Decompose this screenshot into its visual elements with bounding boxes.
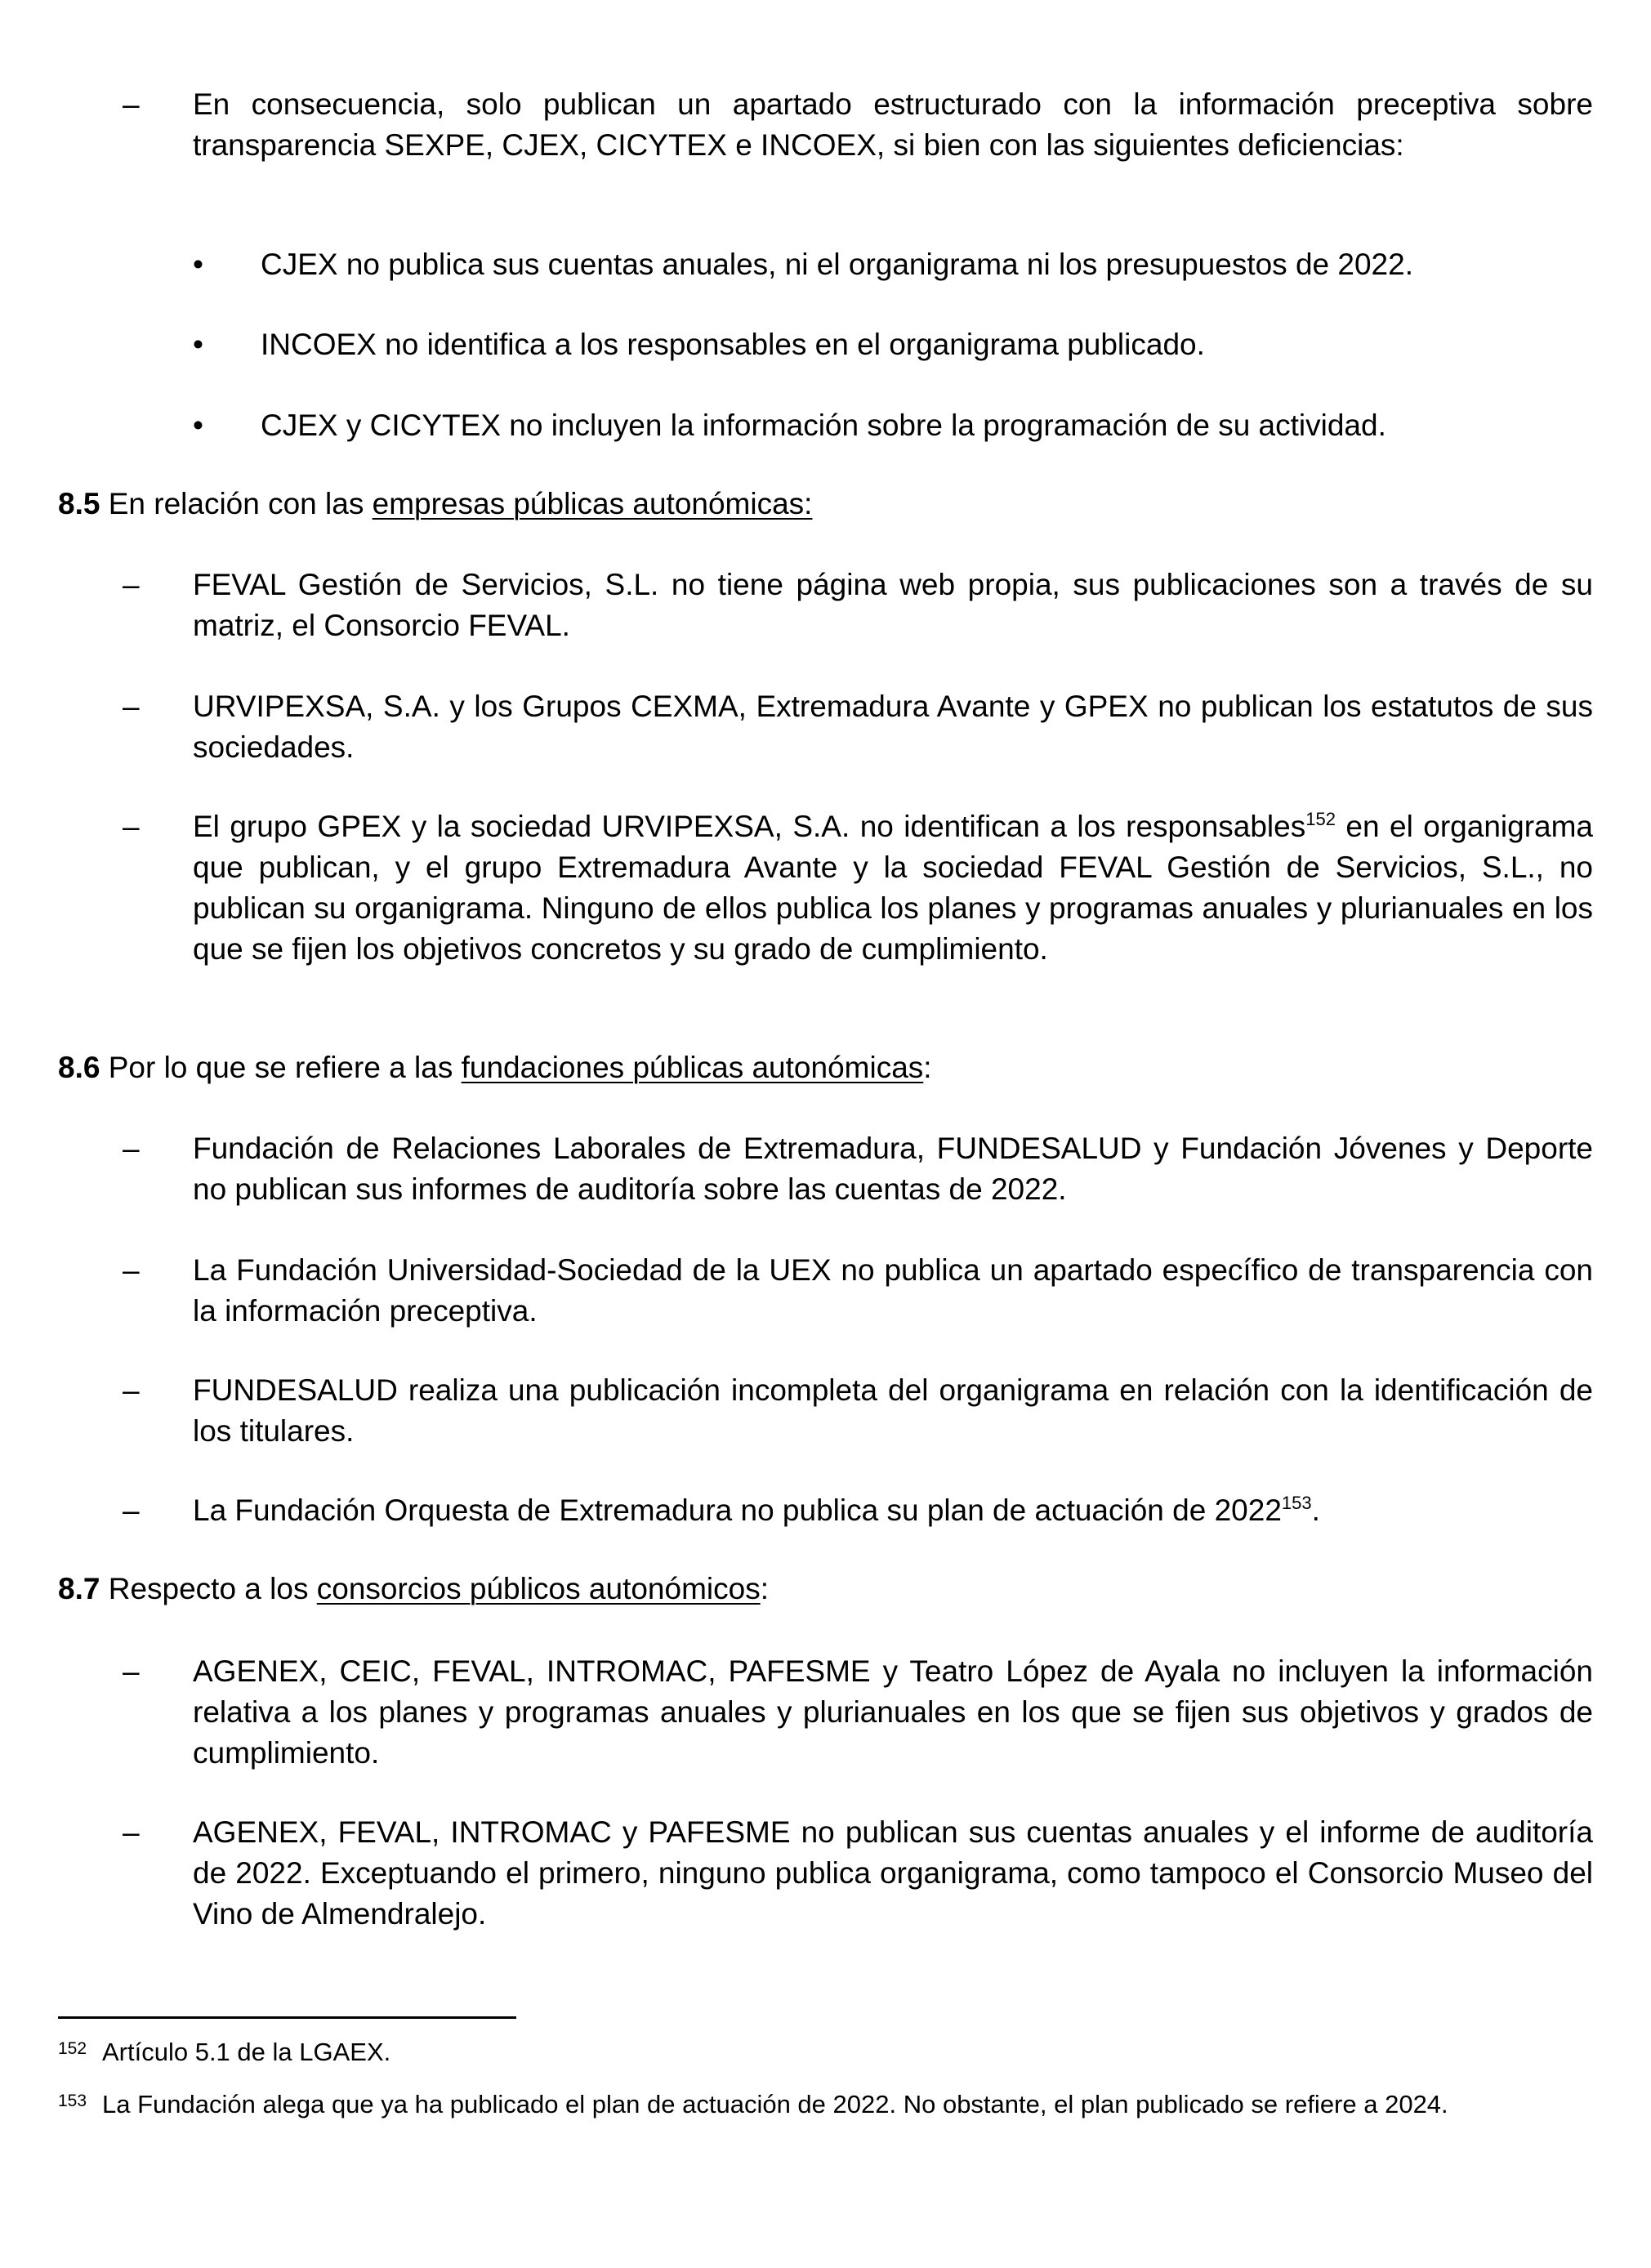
- section-heading-8-5: 8.5 En relación con las empresas públicas autonómicas:: [58, 487, 813, 520]
- footnote-153: 153 La Fundación alega que ya ha publicado el plan de actuación de 2022. No obstante, el plan publicado se refiere a 2024.: [58, 2090, 1448, 2118]
- footnote-separator: [58, 2016, 516, 2019]
- dash-marker: –: [123, 690, 140, 723]
- section-heading-8-6: 8.6 Por lo que se refiere a las fundaciones públicas autonómicas:: [58, 1051, 932, 1084]
- dash-marker: –: [123, 810, 140, 843]
- footnote-152: 152 Artículo 5.1 de la LGAEX.: [58, 2038, 391, 2066]
- bullet-item: • CJEX y CICYTEX no incluyen la información sobre la programación de su actividad.: [193, 405, 1593, 446]
- list-item: – AGENEX, CEIC, FEVAL, INTROMAC, PAFESME y Teatro López de Ayala no incluyen la información relativa a los planes y programas anuales y plurianuales en los que se fijen sus objetivos y grados de cumplimiento.: [123, 1651, 1593, 1774]
- list-item: – Fundación de Relaciones Laborales de Extremadura, FUNDESALUD y Fundación Jóvenes y Deporte no publican sus informes de auditoría sobre las cuentas de 2022.: [123, 1128, 1593, 1210]
- dash-marker: –: [123, 1493, 140, 1527]
- list-item: – AGENEX, FEVAL, INTROMAC y PAFESME no publican sus cuentas anuales y el informe de auditoría de 2022. Exceptuando el primero, ninguno publica organigrama, como tampoco el Consorcio Museo del Vino de Almendralejo.: [123, 1812, 1593, 1935]
- bullet-item: • CJEX no publica sus cuentas anuales, ni el organigrama ni los presupuestos de 2022.: [193, 244, 1593, 285]
- dash-marker: –: [123, 1654, 140, 1688]
- dash-marker: –: [123, 1373, 140, 1407]
- bullet-item: • INCOEX no identifica a los responsables en el organigrama publicado.: [193, 324, 1593, 365]
- list-item: – FEVAL Gestión de Servicios, S.L. no tiene página web propia, sus publicaciones son a través de su matriz, el Consorcio FEVAL.: [123, 565, 1593, 646]
- footnote-ref-153[interactable]: 153: [1281, 1493, 1312, 1513]
- dash-marker: –: [123, 87, 140, 121]
- dash-marker: –: [123, 568, 140, 601]
- dash-marker: –: [123, 1253, 140, 1287]
- dash-marker: –: [123, 1815, 140, 1849]
- list-item: – El grupo GPEX y la sociedad URVIPEXSA, S.A. no identifican a los responsables$^{152}$ en el organigrama que publican, y el grupo Extremadura Avante y la sociedad FEVAL Gestión de Servicios, S.L., no publican su organigrama. Ninguno de ellos publica los planes y programas anuales y plurianuales en los que se fijen los objetivos concretos y su grado de cumplimiento.: [123, 806, 1593, 970]
- list-item: – En consecuencia, solo publican un apartado estructurado con la información preceptiva sobre transparencia SEXPE, CJEX, CICYTEX e INCOEX, si bien con las siguientes deficiencias:: [123, 84, 1593, 166]
- list-item: – La Fundación Orquesta de Extremadura no publica su plan de actuación de 2022$^{153}$.: [123, 1490, 1593, 1531]
- section-heading-8-7: 8.7 Respecto a los consorcios públicos autonómicos:: [58, 1572, 769, 1605]
- list-item: – URVIPEXSA, S.A. y los Grupos CEXMA, Extremadura Avante y GPEX no publican los estatutos de sus sociedades.: [123, 686, 1593, 768]
- bullet-marker: •: [193, 248, 203, 281]
- footnote-ref-152[interactable]: 152: [1305, 809, 1336, 829]
- dash-marker: –: [123, 1132, 140, 1165]
- list-item: – FUNDESALUD realiza una publicación incompleta del organigrama en relación con la identificación de los titulares.: [123, 1370, 1593, 1452]
- list-item: – La Fundación Universidad-Sociedad de la UEX no publica un apartado específico de transparencia con la información preceptiva.: [123, 1250, 1593, 1332]
- bullet-marker: •: [193, 328, 203, 361]
- bullet-marker: •: [193, 409, 203, 442]
